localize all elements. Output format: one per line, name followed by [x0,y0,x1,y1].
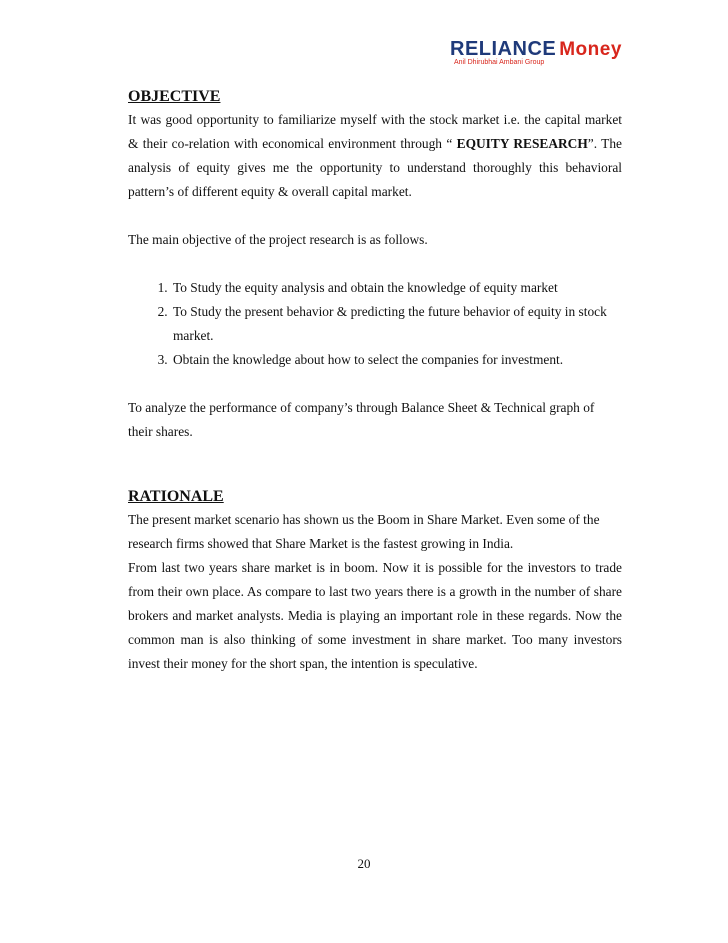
objective-intro [128,108,622,204]
objective-list [128,276,622,372]
company-logo [450,38,620,68]
rationale-heading: RATIONALE [128,488,224,505]
spacer [128,372,622,396]
objective-intro-text-1: It was good opportunity to familiarize myself with the stock market i.e. the capital market & their co-relation with economical environment through “ [128,112,622,151]
logo-product: Money [559,39,622,60]
objective-list-item: 3. Obtain the knowledge about how to select the companies for investment. [171,348,622,372]
objective-list-item: 2. To Study the present behavior & predicting the future behavior of equity in stock market. [171,300,622,348]
objective-heading: OBJECTIVE [128,88,221,105]
rationale-paragraph-1: The present market scenario has shown us the Boom in Share Market. Even some of the research firms showed that Share Market is the fastest growing in India. [128,512,600,551]
spacer [128,468,622,486]
spacer [128,204,622,228]
analyze-text: To analyze the performance of company’s through Balance Sheet & Technical graph of their shares. [128,400,595,439]
logo-brand: RELIANCE [450,38,557,60]
main-objective-text: The main objective of the project research is as follows. [128,232,428,247]
equity-research-bold: EQUITY RESEARCH [456,136,588,151]
objective-intro-text-2: ”. The analysis of equity gives me the opportunity to understand thoroughly this behavioral pattern’s of different equity & overall capital market. [128,136,622,199]
page-number: 20 [357,856,371,871]
rationale-paragraph-2: From last two years share market is in boom. Now it is possible for the investors to trade from their own place. As compare to last two years there is a growth in the number of share brokers and market analysts. Media is playing an important role in these regards. Now the common man is also thinking of some investment in share market. Too many investors invest their money for the short span, the intention is speculative. [128,560,622,671]
page-content [128,86,622,676]
spacer [128,252,622,276]
objective-list-item: 1. To Study the equity analysis and obtain the knowledge of equity market [171,276,622,300]
spacer [128,444,622,468]
logo-wordmark [450,38,622,61]
logo-tagline: Anil Dhirubhai Ambani Group [454,59,545,66]
